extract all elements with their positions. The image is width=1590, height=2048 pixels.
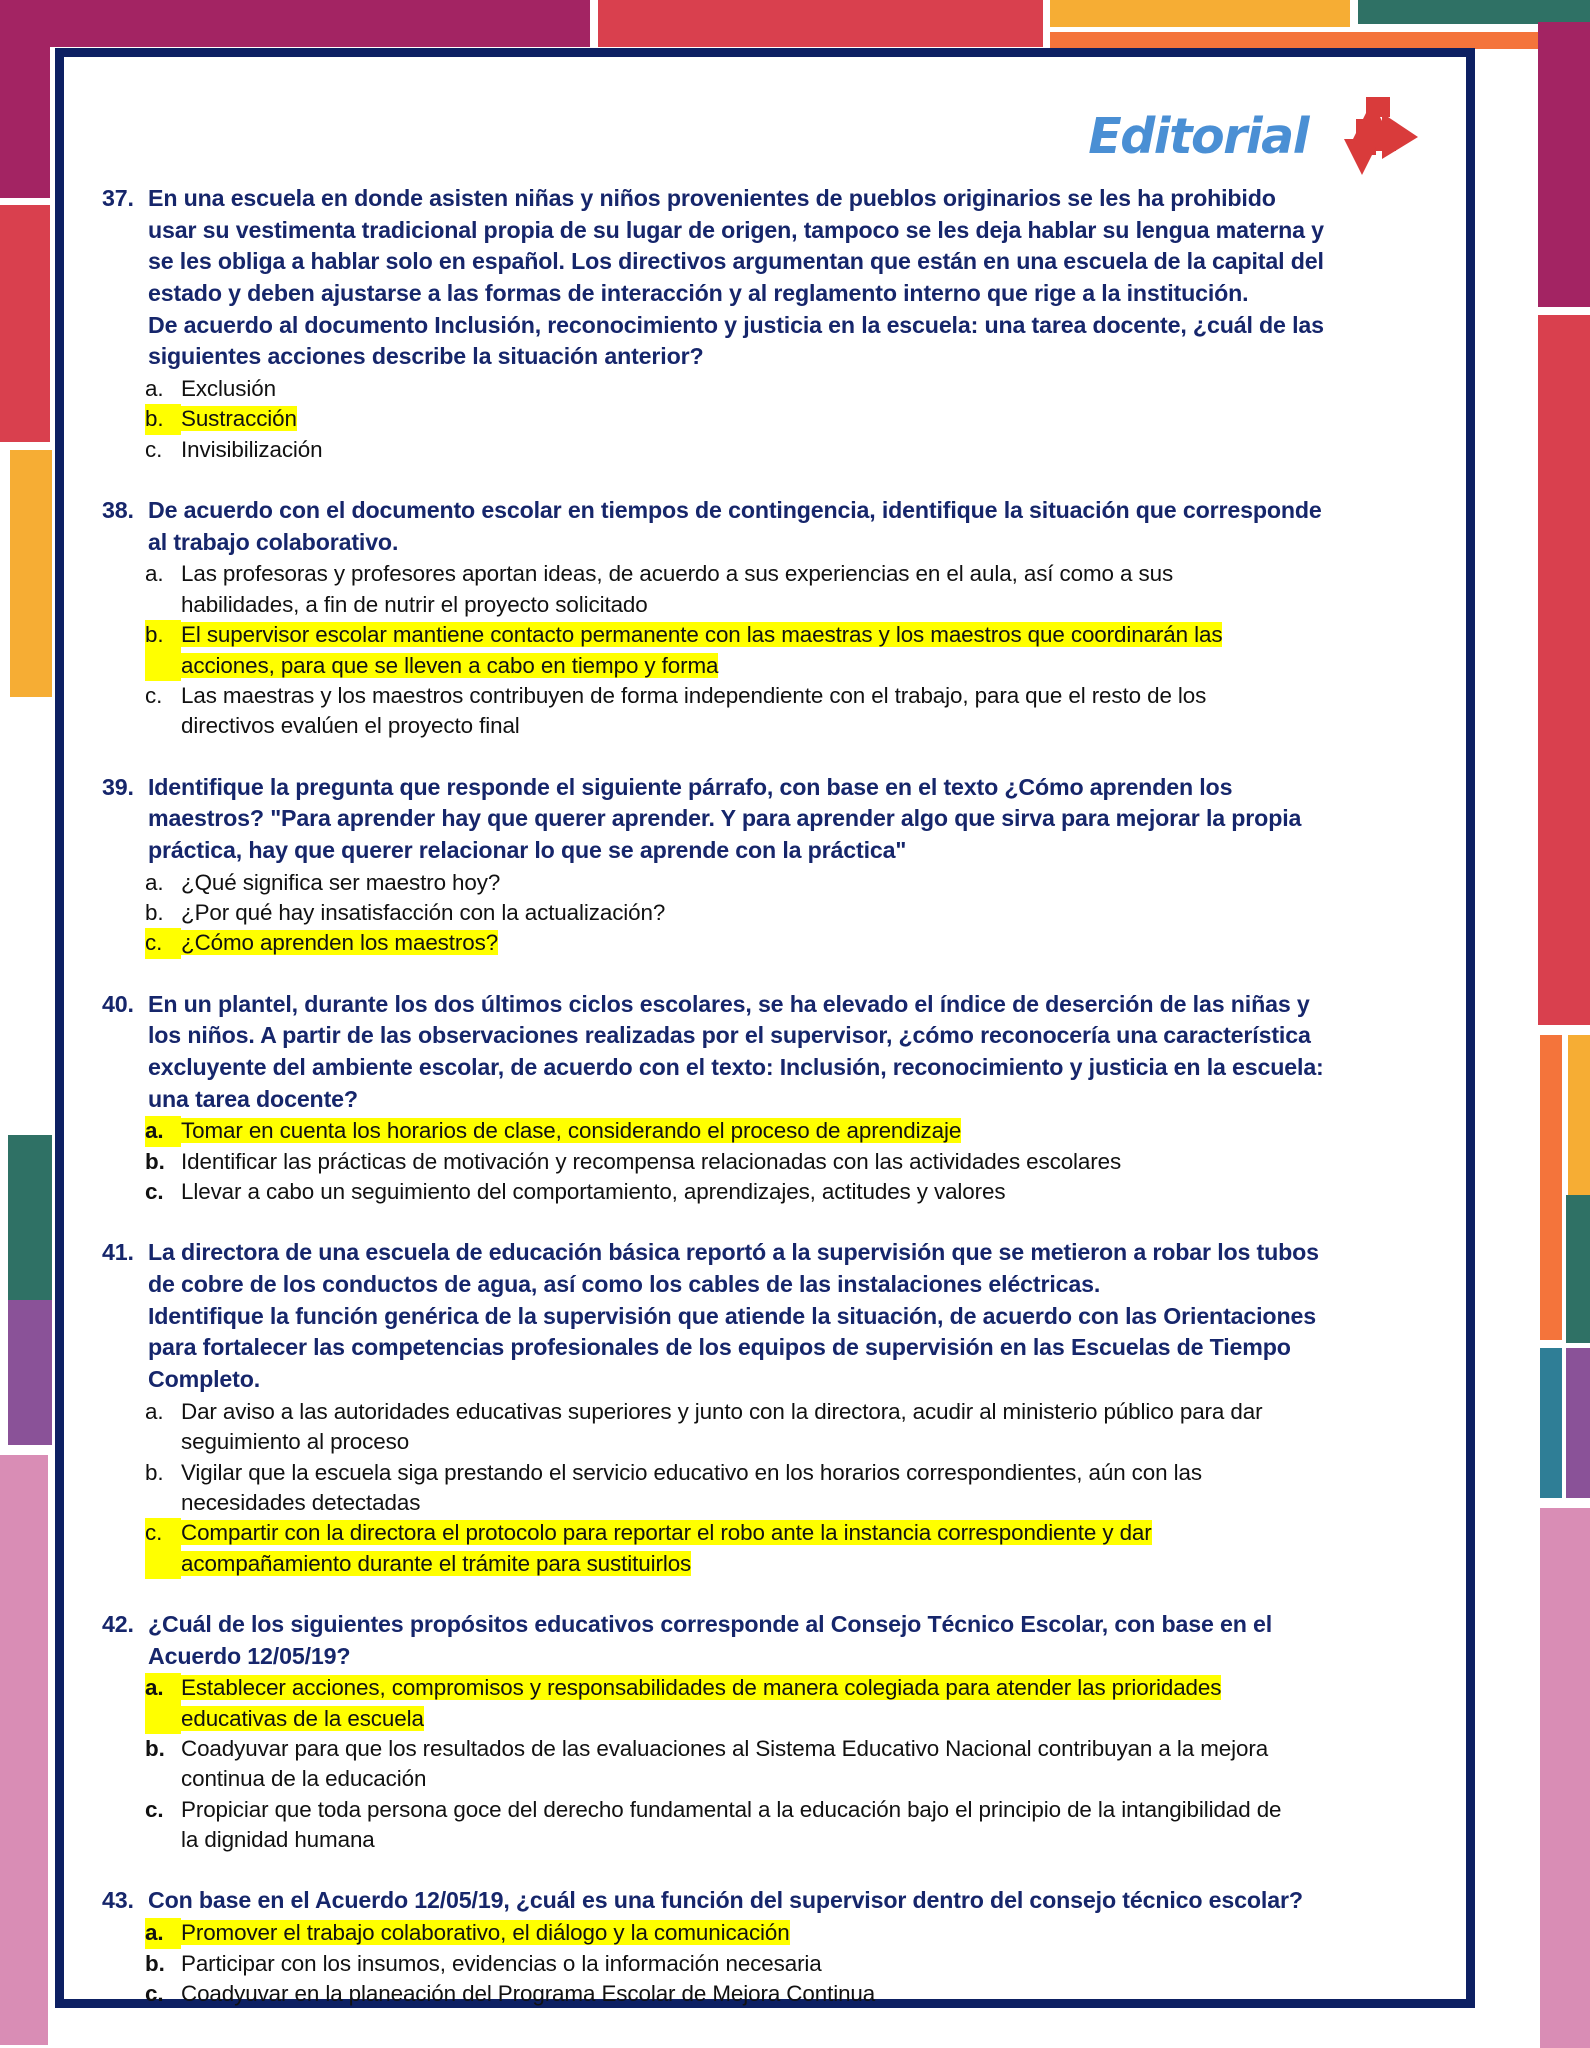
question-block — [102, 183, 1428, 465]
option-letter: c. — [145, 1980, 164, 2006]
deco-left-pink — [0, 1455, 48, 2045]
option-text — [181, 898, 1428, 928]
question-stem — [102, 183, 1428, 373]
option-line-text: seguimiento al proceso — [181, 1429, 410, 1455]
option-line-text: Llevar a cabo un seguimiento del comportamiento, aprendizajes, actitudes y valores — [181, 1179, 1006, 1205]
option-line-text: Participar con los insumos, evidencias o la información necesaria — [181, 1950, 822, 1976]
option-line — [181, 868, 1428, 898]
answer-options — [102, 1116, 1428, 1207]
option-text — [181, 435, 1428, 465]
option-text — [181, 868, 1428, 898]
question-stem — [102, 989, 1428, 1116]
highlighted-answer: acompañamiento durante el trámite para sustituirlos — [181, 1550, 692, 1576]
option-line — [181, 1949, 1428, 1979]
option-line — [181, 620, 1428, 650]
option-line-text: Exclusión — [181, 376, 276, 402]
question-number: 39. — [102, 773, 134, 800]
option-text — [181, 1147, 1428, 1177]
option-letter: b. — [145, 1459, 164, 1485]
option-line-text: continua de la educación — [181, 1766, 427, 1792]
option-line — [181, 1764, 1428, 1794]
highlighted-answer: El supervisor escolar mantiene contacto permanente con las maestras y los maestros que coordinarán las — [181, 622, 1223, 648]
question-text — [148, 1237, 1428, 1395]
option-text — [181, 620, 1428, 681]
option-letter: c. — [145, 1179, 164, 1205]
option-line-text: Propiciar que toda persona goce del derecho fundamental a la educación bajo el principio de la intangibilidad de — [181, 1796, 1282, 1822]
option-line-text: ¿Qué significa ser maestro hoy? — [181, 869, 501, 895]
deco-right-magenta — [1538, 22, 1590, 307]
option-text — [181, 404, 1428, 434]
option-text — [181, 1949, 1428, 1979]
highlighted-answer: Tomar en cuenta los horarios de clase, considerando el proceso de aprendizaje — [181, 1118, 962, 1144]
option-line — [181, 435, 1428, 465]
question-number: 41. — [102, 1239, 134, 1266]
option-line-text: Coadyuvar para que los resultados de las evaluaciones al Sistema Educativo Nacional contribuyan a la mejora — [181, 1736, 1269, 1762]
option-line — [181, 1177, 1428, 1207]
option-line — [181, 898, 1428, 928]
question-number: 42. — [102, 1610, 134, 1637]
question-stem — [102, 1885, 1428, 1917]
option-line-text: ¿Por qué hay insatisfacción con la actualización? — [181, 899, 666, 925]
option-text — [181, 374, 1428, 404]
deco-left-crimson — [0, 205, 50, 442]
option-text — [181, 559, 1428, 620]
answer-option[interactable] — [102, 404, 1428, 434]
deco-left-magenta — [0, 0, 50, 198]
option-line-text: Dar aviso a las autoridades educativas superiores y junto con la directora, acudir al ministerio público para dar — [181, 1398, 1263, 1424]
option-letter: a. — [145, 869, 164, 895]
md-arrow-icon — [1314, 95, 1418, 177]
answer-option[interactable] — [102, 928, 1428, 958]
question-line: Con base en el Acuerdo 12/05/19, ¿cuál es una función del supervisor dentro del consejo técnico escolar? — [148, 1887, 1303, 1914]
answer-option[interactable] — [102, 1116, 1428, 1146]
answer-options — [102, 559, 1428, 741]
deco-top-magenta — [0, 0, 590, 47]
option-letter: b. — [145, 1950, 165, 1976]
option-text — [181, 1397, 1428, 1458]
option-text — [181, 1734, 1428, 1795]
highlighted-answer: Promover el trabajo colaborativo, el diálogo y la comunicación — [181, 1920, 790, 1946]
deco-top-teal — [1358, 0, 1590, 24]
option-text — [181, 1177, 1428, 1207]
option-line — [181, 1397, 1428, 1427]
answer-options — [102, 374, 1428, 465]
question-block — [102, 772, 1428, 959]
option-line — [181, 711, 1428, 741]
deco-right-crimson — [1538, 315, 1590, 1025]
question-stem — [102, 1237, 1428, 1395]
answer-option[interactable] — [102, 1458, 1428, 1519]
question-line: Identifique la pregunta que responde el siguiente párrafo, con base en el texto ¿Cómo aprenden los — [148, 773, 1233, 800]
option-letter: b. — [145, 404, 181, 434]
option-letter: c. — [145, 1518, 181, 1579]
option-line-text: habilidades, a fin de nutrir el proyecto solicitado — [181, 591, 648, 617]
option-letter: b. — [145, 1148, 165, 1174]
question-line: De acuerdo al documento Inclusión, reconocimiento y justicia en la escuela: una tarea docente, ¿cuál de las — [148, 311, 1324, 338]
option-line — [181, 1488, 1428, 1518]
question-text — [148, 495, 1428, 558]
option-line — [181, 1147, 1428, 1177]
answer-option[interactable] — [102, 1518, 1428, 1579]
option-text — [181, 928, 1428, 958]
option-text — [181, 681, 1428, 742]
answer-option[interactable] — [102, 898, 1428, 928]
editorial-md-logo[interactable] — [1088, 95, 1418, 177]
option-line — [181, 1704, 1428, 1734]
option-line — [181, 1979, 1428, 2009]
deco-right-pink — [1540, 1508, 1590, 2048]
option-text — [181, 1979, 1428, 2009]
option-line-text: la dignidad humana — [181, 1827, 375, 1853]
option-line — [181, 1427, 1428, 1457]
highlighted-answer: educativas de la escuela — [181, 1705, 424, 1731]
question-block — [102, 1609, 1428, 1856]
option-text — [181, 1673, 1428, 1734]
answer-option[interactable] — [102, 620, 1428, 681]
deco-right-purple — [1566, 1348, 1590, 1498]
deco-top-amber — [1050, 0, 1350, 27]
option-line — [181, 590, 1428, 620]
question-text — [148, 989, 1428, 1116]
question-line: para fortalecer las competencias profesionales de los equipos de supervisión en las Escuelas de Tiempo — [148, 1334, 1291, 1361]
question-number: 40. — [102, 990, 134, 1017]
answer-option[interactable] — [102, 1918, 1428, 1948]
question-line: Identifique la función genérica de la supervisión que atiende la situación, de acuerdo con las Orientaciones — [148, 1302, 1316, 1329]
option-letter: a. — [145, 376, 164, 402]
deco-top-orange — [1050, 32, 1540, 49]
option-line — [181, 1734, 1428, 1764]
question-line: de cobre de los conductos de agua, así como los cables de las instalaciones eléctricas. — [148, 1271, 1101, 1298]
option-line-text: Vigilar que la escuela siga prestando el servicio educativo en los horarios correspondientes, aún con las — [181, 1459, 1202, 1485]
question-line: una tarea docente? — [148, 1085, 358, 1112]
question-number: 37. — [102, 185, 134, 211]
deco-left-amber — [10, 450, 52, 697]
option-line-text: Las maestras y los maestros contribuyen de forma independiente con el trabajo, para que el resto de los — [181, 682, 1207, 708]
option-text — [181, 1795, 1428, 1856]
logo-wordmark: Editorial — [1088, 107, 1308, 165]
answer-option[interactable] — [102, 1795, 1428, 1856]
option-letter: c. — [145, 682, 163, 708]
question-line: De acuerdo con el documento escolar en tiempos de contingencia, identifique la situación que corresponde — [148, 497, 1322, 524]
answer-option[interactable] — [102, 1673, 1428, 1734]
option-letter: b. — [145, 1736, 165, 1762]
option-line — [181, 928, 1428, 958]
question-line: usar su vestimenta tradicional propia de su lugar de origen, tampoco se les deja hablar su lengua materna y — [148, 216, 1324, 243]
question-stem — [102, 495, 1428, 558]
option-line-text: Coadyuvar en la planeación del Programa Escolar de Mejora Continua — [181, 1980, 876, 2006]
option-line — [181, 1673, 1428, 1703]
question-line: siguientes acciones describe la situación anterior? — [148, 343, 704, 370]
highlighted-answer: ¿Cómo aprenden los maestros? — [181, 930, 499, 956]
highlighted-answer: Establecer acciones, compromisos y responsabilidades de manera colegiada para atender las prioridades — [181, 1675, 1222, 1701]
option-line — [181, 374, 1428, 404]
question-line: práctica, hay que querer relacionar lo que se aprende con la práctica" — [148, 836, 907, 863]
answer-option[interactable] — [102, 1949, 1428, 1979]
answer-options — [102, 868, 1428, 959]
option-letter: a. — [145, 1398, 164, 1424]
deco-right-amber — [1568, 1035, 1590, 1195]
question-stem — [102, 772, 1428, 867]
question-block — [102, 1885, 1428, 2009]
question-text — [148, 1885, 1428, 1917]
option-line — [181, 1518, 1428, 1548]
answer-options — [102, 1673, 1428, 1855]
answer-option[interactable] — [102, 1397, 1428, 1458]
option-letter: c. — [145, 928, 181, 958]
document-content — [64, 57, 1466, 2039]
document-frame — [55, 48, 1475, 2008]
option-letter: b. — [145, 899, 164, 925]
option-line — [181, 1116, 1428, 1146]
answer-option[interactable] — [102, 435, 1428, 465]
question-line: Completo. — [148, 1366, 261, 1393]
question-line: En un plantel, durante los dos últimos ciclos escolares, se ha elevado el índice de deserción de las niñas y — [148, 990, 1310, 1017]
question-block — [102, 495, 1428, 742]
question-line: al trabajo colaborativo. — [148, 528, 399, 555]
question-block — [102, 989, 1428, 1208]
answer-option[interactable] — [102, 1734, 1428, 1795]
option-letter: a. — [145, 1116, 181, 1146]
option-line-text: Identificar las prácticas de motivación y recompensa relacionadas con las actividades escolares — [181, 1148, 1122, 1174]
option-line — [181, 404, 1428, 434]
question-text — [148, 772, 1428, 867]
option-letter: c. — [145, 436, 163, 462]
deco-right-orange — [1540, 1035, 1562, 1340]
highlighted-answer: Sustracción — [181, 406, 297, 432]
option-line — [181, 1825, 1428, 1855]
header-row — [102, 91, 1428, 183]
question-line: excluyente del ambiente escolar, de acuerdo con el texto: Inclusión, reconocimiento y justicia en la escuela: — [148, 1054, 1324, 1081]
deco-top-crimson — [598, 0, 1043, 47]
option-text — [181, 1518, 1428, 1579]
option-line — [181, 1795, 1428, 1825]
question-line: los niños. A partir de las observaciones realizadas por el supervisor, ¿cómo reconocería una característica — [148, 1022, 1311, 1049]
question-line: Acuerdo 12/05/19? — [148, 1642, 351, 1669]
deco-right-teal — [1566, 1195, 1590, 1343]
option-line — [181, 1458, 1428, 1488]
answer-option[interactable] — [102, 374, 1428, 404]
option-line-text: Invisibilización — [181, 436, 323, 462]
question-text — [148, 1609, 1428, 1672]
deco-left-teal — [8, 1135, 52, 1315]
option-line — [181, 651, 1428, 681]
option-line-text: directivos evalúen el proyecto final — [181, 713, 520, 739]
answer-option[interactable] — [102, 681, 1428, 742]
answer-option[interactable] — [102, 559, 1428, 620]
answer-option[interactable] — [102, 1979, 1428, 2009]
deco-left-purple — [8, 1300, 52, 1445]
option-line-text: necesidades detectadas — [181, 1489, 421, 1515]
question-text — [148, 183, 1428, 373]
option-letter: a. — [145, 561, 164, 587]
question-line: maestros? "Para aprender hay que querer aprender. Y para aprender algo que sirva para mejorar la propia — [148, 805, 1302, 832]
option-text — [181, 1918, 1428, 1948]
option-line — [181, 1918, 1428, 1948]
question-stem — [102, 1609, 1428, 1672]
option-text — [181, 1116, 1428, 1146]
deco-right-steel — [1540, 1348, 1562, 1498]
question-block — [102, 1237, 1428, 1579]
question-line: ¿Cuál de los siguientes propósitos educativos corresponde al Consejo Técnico Escolar, con base en el — [148, 1610, 1273, 1637]
answer-option[interactable] — [102, 1147, 1428, 1177]
highlighted-answer: acciones, para que se lleven a cabo en tiempo y forma — [181, 652, 719, 678]
question-line: estado y deben ajustarse a las formas de interacción y al reglamento interno que rige a la institución. — [148, 280, 1249, 307]
questions-list — [102, 183, 1428, 2009]
option-letter: a. — [145, 1673, 181, 1734]
question-number: 43. — [102, 1887, 134, 1914]
highlighted-answer: Compartir con la directora el protocolo para reportar el robo ante la instancia correspondiente y dar — [181, 1520, 1152, 1546]
option-letter: a. — [145, 1918, 181, 1948]
answer-option[interactable] — [102, 868, 1428, 898]
option-letter: c. — [145, 1796, 164, 1822]
option-line — [181, 681, 1428, 711]
option-line — [181, 1549, 1428, 1579]
option-letter: b. — [145, 620, 181, 681]
question-line: se les obliga a hablar solo en español. Los directivos argumentan que están en una escuela de la capital del — [148, 248, 1324, 275]
option-line-text: Las profesoras y profesores aportan ideas, de acuerdo a sus experiencias en el aula, así como a sus — [181, 561, 1174, 587]
answer-options — [102, 1918, 1428, 2009]
question-number: 38. — [102, 497, 134, 524]
question-line: En una escuela en donde asisten niñas y niños provenientes de pueblos originarios se les ha prohibido — [148, 185, 1276, 211]
option-line — [181, 559, 1428, 589]
question-line: La directora de una escuela de educación básica reportó a la supervisión que se metieron a robar los tubos — [148, 1239, 1319, 1266]
answer-options — [102, 1397, 1428, 1579]
answer-option[interactable] — [102, 1177, 1428, 1207]
option-text — [181, 1458, 1428, 1519]
